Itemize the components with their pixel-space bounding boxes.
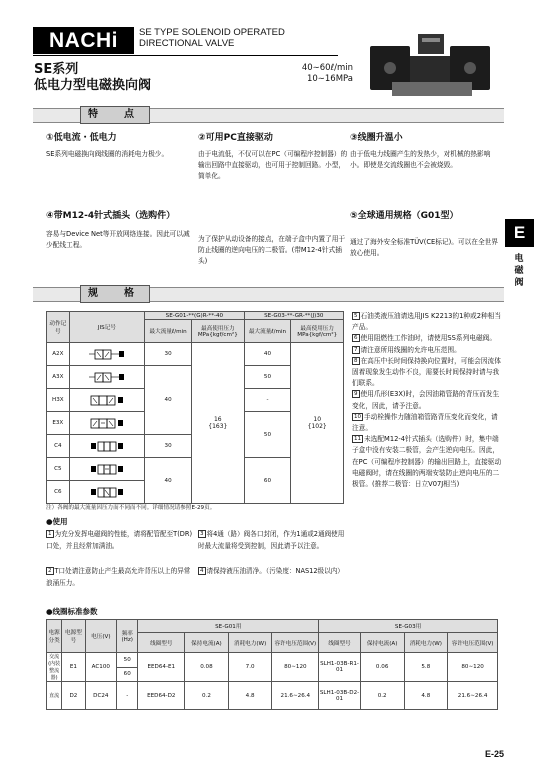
brand-logo: NACHi <box>33 27 134 54</box>
valve-product-image <box>362 26 497 106</box>
usage-heading: ●使用 <box>46 517 68 526</box>
feature-1: ①低电流・低电力 SE系列电磁换向阀线圈的消耗电力极少。 <box>46 133 169 158</box>
feature-4-detail: 为了保护从动设备的接点，在端子盒中内置了用于防止线圈的逆向电压的二极管。(带M12-4针式插头) <box>198 235 346 265</box>
jis-symbol-icon <box>89 371 125 384</box>
coil-row: 交流(内装整流器) E1 AC100 50 EED64-E1 0.08 7.0 80∼120 SLH1-03B-R1-01 0.06 5.8 80∼120 <box>47 653 498 668</box>
features-heading: 特 点 <box>80 106 150 124</box>
specs-heading: 规 格 <box>80 285 150 303</box>
spec-row: A3X 40 50 <box>47 366 344 389</box>
usage-item-4: 4 请保持液压油清净。（污染度：NAS12级以内） <box>200 567 344 575</box>
usage-item-1: 1 为充分发挥电磁阀的性能，请将配管配至T(DR)口处，并且经常加满油。 <box>46 530 193 550</box>
usage-item-3: 3 将4通（路）阀各口封闭，作为1通或2通阀使用时最大流量将受到控制，因此请予以注意。 <box>198 530 345 550</box>
spec-table: 动作记号 JIS记号 SE-G01-**(G)R-**-40 SE-G03-**-GR-**(J)30 最大流量ℓ/min 最高使用压力MPa{kgf/cm²} 最大流量ℓ/min 最高使用压力MPa{kgf/cm²} A2X 30 16 {163} 40 10 {102} A3X 40 50 H3X - E3X 50 C4 30 C5 40 60 C6 <box>46 311 344 504</box>
coil-table: 电源分类 电源型号 电压(V) 频率(Hz) SE-G01用 SE-G03用 线圈型号 保持电流(A) 消耗电力(W) 容许电压范围(V) 线圈型号 保持电流(A) 消耗电力(W) 容许电压范围(V) 交流(内装整流器) E1 AC100 50 EED64-E1 0.08 7.0 80∼120 SLH1-03B-R1-01 0.06 5.8 80∼120 60 直流 D2 DC24 - EED64-D2 0.2 4.8 21.6∼26.4 SLH1-03B-D2-01 0.2 4.8 21.6∼26.4 <box>46 619 498 710</box>
page-number: E-25 <box>484 749 504 759</box>
jis-symbol-icon <box>89 463 125 476</box>
spec-footnote: 注）各阀的最大流量因压力而不同而不同。详细情况请参照E-29页。 <box>46 505 216 511</box>
jis-symbol-icon <box>89 394 125 407</box>
spec-row: C5 40 60 <box>47 458 344 481</box>
feature-3: ③线圈升温小 由于低电力线圈产生的发热少，对机械的热影响小。即使是交流线圈也不会被烧毁。 <box>350 133 491 169</box>
spec-row: H3X - <box>47 389 344 412</box>
jis-symbol-icon <box>89 417 125 430</box>
jis-symbol-icon <box>89 348 125 361</box>
spec-row: A2X 30 16 {163} 40 10 {102} <box>47 343 344 366</box>
spec-row: C6 <box>47 481 344 504</box>
header-title: SE TYPE SOLENOID OPERATED DIRECTIONAL VALVE <box>139 27 285 49</box>
jis-symbol-icon <box>89 440 125 453</box>
feature-4: ④带M12-4针式插头（选购件） 容易与Device Net等开放网络连接。因此可以减少配线工程。 <box>46 211 190 249</box>
series-name: SE系列 <box>34 62 79 77</box>
usage-item-2: 2 T口处请注意防止产生最高允许背压以上的异常浪涌压力。 <box>46 567 191 587</box>
pressure-spec: 10∼16MPa <box>306 74 353 84</box>
coil-row: 直流 D2 DC24 - EED64-D2 0.2 4.8 21.6∼26.4 SLH1-03B-D2-01 0.2 4.8 21.6∼26.4 <box>47 682 498 710</box>
section-tab-label: 电磁阀 <box>514 254 524 288</box>
spec-notes: 5 石油类液压油请选用JIS K2213的1种或2种相当产品。 6 使用阻燃性工作油时，请使用SS系列电磁阀。 7 请注意所用线圈的允许电压范围。 8 在高压中长时间保持换向位置时，可能会因流体固着现象发生动作不良，需要长时间保持时请与我们联系。 9 使用爪形(E3X)时，会因油箱管路的背压而发生变化，因此，请予注意。 10 手动栓操作力随油箱管路背压变化而变化，请注意。 11 未选配M12-4针式插头（选购件）时，集中端子盒中没有安装二极管，会产生逆向电压。因此，在PC（可编程序控制器）的输出回路上，直接驱动电磁阀时，请在线圈的两端安装防止逆向电压的二极管。(推荐二极管：日立V07J相当) <box>352 312 502 489</box>
section-tab-e: E <box>505 219 534 247</box>
feature-2: ②可用PC直接驱动 由于电流低，不仅可以在PC（可编程序控制器）的输出回路中直接驱动，也可用于控制回路。小型，简单化。 <box>198 133 348 180</box>
feature-5: ⑤全球通用规格（G01型） 通过了海外安全标准TÜV(CE标记)。可以在全世界放心使用。 <box>350 211 499 257</box>
spec-row: E3X 50 <box>47 412 344 435</box>
flow-spec: 40∼60ℓ/min <box>301 63 353 73</box>
coil-heading: ●线圈标准参数 <box>46 607 98 616</box>
spec-row: C4 30 <box>47 435 344 458</box>
product-name: 低电力型电磁换向阀 <box>34 78 152 93</box>
jis-symbol-icon <box>89 486 125 499</box>
header-rule <box>33 55 338 56</box>
